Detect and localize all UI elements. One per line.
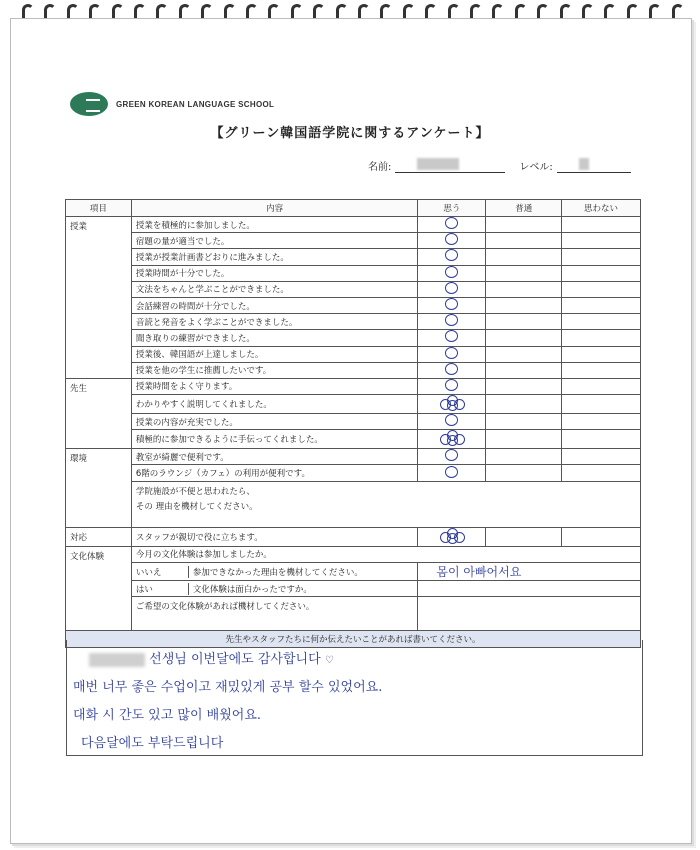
rating-agree-cell	[418, 265, 486, 281]
circle-mark-icon	[445, 466, 458, 478]
rating-disagree-cell	[562, 314, 641, 330]
table-row	[66, 281, 641, 297]
circle-mark-icon	[445, 314, 458, 326]
question-text: 文法をちゃんと学ぶことができました。	[131, 281, 418, 297]
rating-agree-cell	[418, 281, 486, 297]
rating-disagree-cell	[562, 330, 641, 346]
comment-banner: 先生やスタッフたちに何か伝えたいことがあれば書いてください。	[66, 631, 641, 648]
redacted-name	[417, 158, 459, 170]
culture-no-wrap	[132, 566, 418, 578]
level-field	[557, 160, 631, 173]
rating-neutral-cell	[486, 362, 562, 378]
category-cell: 授業	[66, 217, 132, 379]
header-neutral: 普通	[486, 200, 562, 217]
rating-agree-cell	[418, 346, 486, 362]
table-row	[66, 527, 641, 546]
question-text: 授業後、韓国語が上達しました。	[131, 346, 418, 362]
question-text: 授業を他の学生に推薦したいです。	[131, 362, 418, 378]
category-cell: 先生	[66, 378, 132, 448]
rating-disagree-cell	[562, 527, 641, 546]
table-row	[66, 563, 641, 581]
category-cell: 対応	[66, 527, 132, 546]
culture-yes-cell	[131, 581, 418, 597]
table-row	[66, 330, 641, 346]
rating-neutral-cell	[486, 330, 562, 346]
question-text: 宿題の量が適当でした。	[131, 233, 418, 249]
question-text: 授業時間をよく守ります。	[131, 378, 418, 394]
culture-yes-text: 文化体験は面白かったですか。	[192, 584, 312, 595]
circle-mark-icon	[445, 330, 458, 342]
rating-disagree-cell	[562, 362, 641, 378]
rating-neutral-cell	[486, 527, 562, 546]
question-text: 教室が綺麗で便利です。	[131, 449, 418, 465]
rating-agree-cell	[418, 362, 486, 378]
rating-disagree-cell	[562, 465, 641, 481]
rating-neutral-cell	[486, 217, 562, 233]
circle-mark-icon	[445, 379, 458, 391]
header-disagree: 思わない	[562, 200, 641, 217]
rating-neutral-cell	[486, 281, 562, 297]
name-label: 名前:	[368, 162, 392, 173]
rating-neutral-cell	[486, 346, 562, 362]
rating-neutral-cell	[486, 430, 562, 449]
question-text: 授業の内容が充実でした。	[131, 414, 418, 430]
rating-agree-cell	[418, 330, 486, 346]
table-header	[66, 200, 641, 217]
rating-disagree-cell	[562, 249, 641, 265]
culture-yes-wrap	[132, 583, 418, 595]
circle-mark-icon	[445, 449, 458, 461]
table-row	[66, 233, 641, 249]
circle-mark-icon	[445, 363, 458, 375]
comment-line-1: 선생님 이번달에도 감사합니다 ♡	[89, 648, 334, 667]
table-row	[66, 430, 641, 449]
rating-neutral-cell	[486, 265, 562, 281]
rating-agree-cell	[418, 449, 486, 465]
rating-agree-cell	[418, 297, 486, 313]
rating-agree-cell	[418, 249, 486, 265]
circle-mark-icon	[445, 282, 458, 294]
redacted-level	[579, 158, 589, 170]
culture-yes-answer	[418, 581, 641, 597]
table-row	[66, 217, 641, 233]
table-row	[66, 465, 641, 481]
rating-neutral-cell	[486, 314, 562, 330]
question-text: 会話練習の時間が十分でした。	[131, 297, 418, 313]
table-row	[66, 346, 641, 362]
table-row	[66, 581, 641, 597]
rating-disagree-cell	[562, 217, 641, 233]
header-item: 項目	[66, 200, 132, 217]
table-row	[66, 249, 641, 265]
rating-neutral-cell	[486, 465, 562, 481]
circle-mark-icon	[445, 266, 458, 278]
question-text: 授業が授業計画書どおりに進みました。	[131, 249, 418, 265]
rating-neutral-cell	[486, 449, 562, 465]
rating-neutral-cell	[486, 414, 562, 430]
question-text: 聞き取りの練習ができました。	[131, 330, 418, 346]
facility-comment-cell	[131, 481, 640, 527]
comment-line-4: 다음달에도 부탁드립니다	[81, 736, 224, 751]
rating-disagree-cell	[562, 378, 641, 394]
comment-line-2: 매번 너무 좋은 수업이고 재밌있게 공부 할수 있었어요.	[73, 680, 383, 695]
circle-mark-icon	[445, 298, 458, 310]
survey-table	[65, 199, 641, 648]
table-row	[66, 362, 641, 378]
rating-disagree-cell	[562, 430, 641, 449]
level-label: レベル:	[519, 162, 553, 173]
question-text: 授業時間が十分でした。	[131, 265, 418, 281]
table-row	[66, 597, 641, 631]
question-text: 積極的に参加できるように手伝ってくれました。	[131, 430, 418, 449]
school-logo	[70, 92, 274, 116]
rating-neutral-cell	[486, 249, 562, 265]
question-text: 授業を積極的に参加しました。	[131, 217, 418, 233]
rating-neutral-cell	[486, 378, 562, 394]
comment-area	[66, 640, 643, 756]
circle-mark-icon	[445, 233, 458, 245]
table-row	[66, 378, 641, 394]
rating-disagree-cell	[562, 233, 641, 249]
table-row	[66, 395, 641, 414]
circle-mark-icon	[445, 249, 458, 261]
culture-wish-text: ご希望の文化体験があれば機材してください。	[131, 597, 418, 631]
flower-mark-icon	[437, 430, 467, 445]
logo-icon	[70, 92, 108, 116]
redacted-teacher-name	[89, 653, 145, 667]
heart-icon: ♡	[324, 655, 334, 666]
school-name: GREEN KOREAN LANGUAGE SCHOOL	[116, 99, 275, 109]
flower-mark-icon	[437, 395, 467, 410]
culture-no-text: 参加できなかった理由を機材してください。	[192, 567, 363, 578]
culture-wish-answer	[418, 597, 641, 631]
rating-agree-cell	[418, 414, 486, 430]
table-row	[66, 297, 641, 313]
culture-question: 今月の文化体験は参加しましたか。	[131, 546, 640, 562]
table-row	[66, 414, 641, 430]
rating-disagree-cell	[562, 281, 641, 297]
question-text: スタッフが親切で役に立ちます。	[131, 527, 418, 546]
table-row	[66, 481, 641, 527]
culture-no-cell	[131, 563, 418, 581]
question-text: 6階のラウンジ（カフェ）の利用が便利です。	[131, 465, 418, 481]
rating-disagree-cell	[562, 346, 641, 362]
rating-agree-cell	[418, 465, 486, 481]
question-text: 音読と発音をよく学ぶことができました。	[131, 314, 418, 330]
table-row	[66, 314, 641, 330]
culture-yes-label: はい	[132, 583, 189, 595]
name-field	[395, 160, 505, 173]
table-row	[66, 449, 641, 465]
flower-mark-icon	[437, 528, 467, 543]
survey-title: 【グリーン韓国語学院に関するアンケート】	[210, 126, 490, 141]
rating-agree-cell	[418, 233, 486, 249]
culture-no-answer: 몸이 아빠어서요	[418, 563, 641, 581]
name-level-row	[368, 158, 631, 173]
category-cell: 環境	[66, 449, 132, 527]
rating-disagree-cell	[562, 265, 641, 281]
rating-neutral-cell	[486, 395, 562, 414]
rating-disagree-cell	[562, 395, 641, 414]
facility-prompt: その 理由を機材してください。	[135, 501, 258, 512]
rating-agree-cell	[418, 430, 486, 449]
rating-agree-cell	[418, 527, 486, 546]
circle-mark-icon	[445, 414, 458, 426]
rating-disagree-cell	[562, 449, 641, 465]
header-content: 内容	[131, 200, 418, 217]
question-text: わかりやすく説明してくれました。	[131, 395, 418, 414]
rating-disagree-cell	[562, 414, 641, 430]
culture-no-label: いいえ	[132, 566, 189, 578]
rating-agree-cell	[418, 314, 486, 330]
rating-neutral-cell	[486, 297, 562, 313]
table-row	[66, 265, 641, 281]
comment-line-3: 대화 시 간도 있고 많이 배웠어요.	[73, 708, 262, 723]
rating-agree-cell	[418, 217, 486, 233]
rating-agree-cell	[418, 378, 486, 394]
facility-prompt: 学院施設が不便と思われたら、	[135, 486, 255, 497]
rating-agree-cell	[418, 395, 486, 414]
table-row	[66, 546, 641, 562]
category-cell: 文化体験	[66, 546, 132, 630]
circle-mark-icon	[445, 217, 458, 229]
rating-neutral-cell	[486, 233, 562, 249]
rating-disagree-cell	[562, 297, 641, 313]
circle-mark-icon	[445, 347, 458, 359]
header-agree: 思う	[418, 200, 486, 217]
